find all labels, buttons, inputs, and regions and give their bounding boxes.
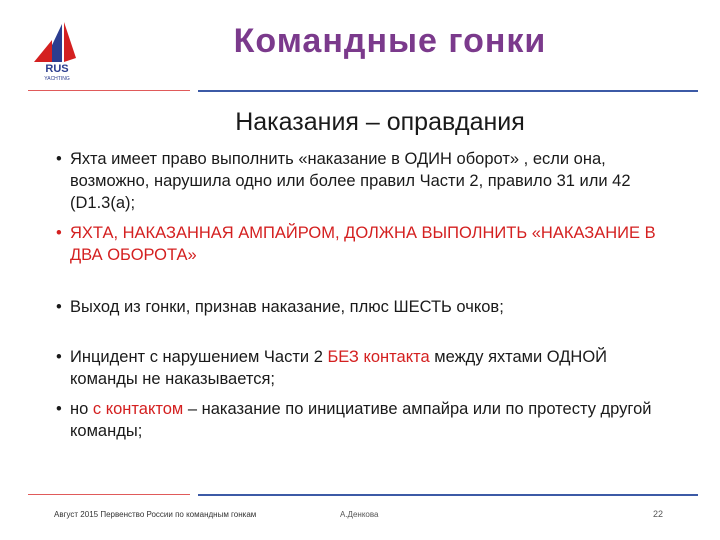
bullet-text: ЯХТА, НАКАЗАННАЯ АМПАЙРОМ, ДОЛЖНА ВЫПОЛНИТЬ «НАКАЗАНИЕ В ДВА ОБОРОТА» [70,224,656,264]
bullet-text: между яхтами ОДНОЙ команды не наказывается; [70,348,608,388]
bullet-item: • ЯХТА, НАКАЗАННАЯ АМПАЙРОМ, ДОЛЖНА ВЫПОЛНИТЬ «НАКАЗАНИЕ В ДВА ОБОРОТА» [56,224,656,264]
bullet-text-highlight: БЕЗ контакта [327,348,430,366]
bullet-text: Выход из гонки, признав наказание, плюс ШЕСТЬ очков; [70,298,504,316]
bullet-text: Инцидент с нарушением Части 2 [70,348,328,366]
slide-subtitle: Наказания – оправдания [235,108,525,136]
logo-subtext: YACHTING [44,76,70,82]
footer-event: Август 2015 Первенство России по командным гонкам [54,510,257,519]
bullet-item: • Выход из гонки, признав наказание, плюс ШЕСТЬ очков; [56,298,504,316]
bullet-text: – наказание по инициативе ампайра или по протесту другой команды; [70,400,652,440]
page-number: 22 [653,509,664,519]
bullet-item: • Яхта имеет право выполнить «наказание в ОДИН оборот» , если она, возможно, нарушила одно или более правил Части 2, правило 31 или 42 (D1.3(a); [56,150,631,212]
bullet-text: но [70,400,93,418]
bullet-item: • Инцидент с нарушением Части 2 БЕЗ контакта между яхтами ОДНОЙ команды не наказывается; [56,348,608,388]
bullet-item: • но с контактом – наказание по инициативе ампайра или по протесту другой команды; [56,400,652,440]
bottom-divider [28,494,698,496]
bullet-text: Яхта имеет право выполнить «наказание в ОДИН оборот» , если она, возможно, нарушила одно или более правил Части 2, правило 31 или 42 (D1.3(a); [70,150,631,212]
top-divider [28,90,698,92]
bullet-list [56,148,656,442]
logo-text: RUS [45,63,69,75]
footer-author: А.Денкова [340,510,379,519]
slide-title: Командные гонки [233,22,547,60]
bullet-text-highlight: с контактом [92,400,184,418]
